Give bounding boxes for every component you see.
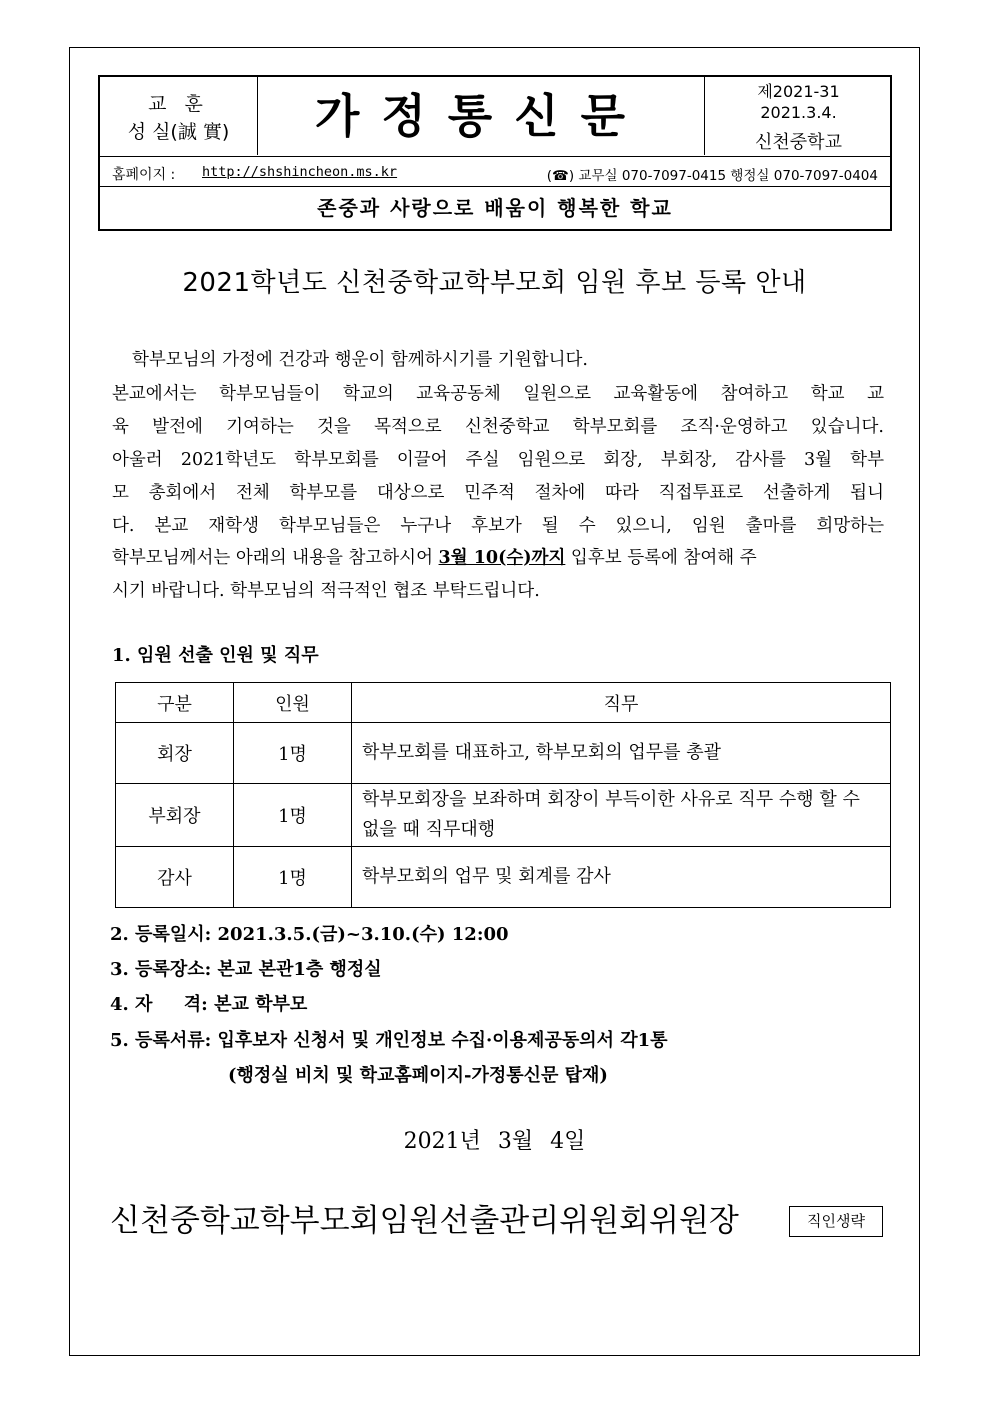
eligibility-value: 본교 학부모 [207,994,308,1015]
intro-line-5: 모 총회에서 전체 학부모를 대상으로 민주적 절차에 따라 직접투표로 선출하게 됩니 [112,483,884,503]
intro-line-2: 본교에서는 학부모님들이 학교의 교육공동체 일원으로 교육활동에 참여하고 학교 교 [112,384,884,404]
header-top-row [100,77,890,157]
newsletter-header [98,75,892,231]
eligibility-label: 4. 자 격: [110,994,208,1015]
header-count: 인원 [234,683,352,723]
item-registration-period: 2. 등록일시: 2021.3.5.(금)~3.10.(수) 12:00 [110,924,509,945]
intro-line-4: 아울러 2021학년도 학부모회를 이끌어 주실 임원으로 회장, 부회장, 감사를 3월 학부 [112,450,884,470]
intro-line-1: 학부모님의 가정에 건강과 행운이 함께하시기를 기원합니다. [132,350,588,370]
intro-line-6: 다. 본교 재학생 학부모님들은 누구나 후보가 될 수 있으니, 임원 출마를 희망하는 [112,516,884,536]
contact-row [100,157,890,187]
phone-info: (☎) 교무실 070-7097-0415 행정실 070-7097-0404 [546,168,878,184]
duty-cell: 학부모회의 업무 및 회계를 감사 [352,847,891,908]
school-slogan: 존중과 사랑으로 배움이 행복한 학교 [317,196,673,220]
intro-line-7-end: 입후보 등록에 참여해 주 [565,548,757,568]
registration-deadline: 3월 10(수)까지 [438,548,566,568]
count-cell: 1명 [234,847,352,908]
homepage-link[interactable]: http://shshincheon.ms.kr [202,164,398,180]
issue-number: 제2021-31 [757,82,840,101]
item-eligibility [110,990,307,1016]
intro-line-7-start: 학부모님께서는 아래의 내용을 참고하시어 [112,548,439,568]
signature-date: 2021년 3월 4일 [403,1129,586,1154]
newsletter-title: 가정통신문 [314,89,648,143]
table-row [116,847,891,908]
header-role: 구분 [116,683,234,723]
intro-line-3: 육 발전에 기여하는 것을 목적으로 신천중학교 학부모회를 조직·운영하고 있습니다. [112,417,884,437]
signer-title: 신천중학교학부모회임원선출관리위원회위원장 [110,1203,739,1239]
homepage-label: 홈페이지 : [112,167,176,183]
table-header-row [116,683,891,723]
role-cell: 회장 [116,723,234,784]
duty-cell: 학부모회장을 보좌하며 회장이 부득이한 사유로 직무 수행 할 수 없을 때 직무대행 [352,784,891,847]
item-registration-place: 3. 등록장소: 본교 본관1층 행정실 [110,959,382,980]
role-cell: 감사 [116,847,234,908]
item-required-documents: 5. 등록서류: 입후보자 신청서 및 개인정보 수집·이용제공동의서 각1통 [110,1030,668,1051]
motto-value: 성 실(誠 實) [127,121,230,143]
issue-date: 2021.3.4. [760,103,837,122]
document-title: 2021학년도 신천중학교학부모회 임원 후보 등록 안내 [182,268,807,298]
table-row [116,784,891,847]
intro-line-7 [112,544,884,569]
issue-info [704,77,892,155]
role-cell: 부회장 [116,784,234,847]
official-seal-omitted: 직인생략 [789,1206,883,1237]
school-motto [100,77,258,155]
count-cell: 1명 [234,723,352,784]
count-cell: 1명 [234,784,352,847]
header-duty: 직무 [352,683,891,723]
officer-duties-table [115,682,891,908]
item-documents-note: (행정실 비치 및 학교홈페이지-가정통신문 탑재) [228,1065,608,1086]
section-1-title: 1. 임원 선출 인원 및 직무 [112,645,319,666]
duty-cell: 학부모회를 대표하고, 학부모회의 업무를 총괄 [352,723,891,784]
table-row [116,723,891,784]
school-name: 신천중학교 [755,132,842,153]
motto-label: 교 훈 [148,93,209,115]
intro-line-8: 시기 바랍니다. 학부모님의 적극적인 협조 부탁드립니다. [112,581,540,601]
